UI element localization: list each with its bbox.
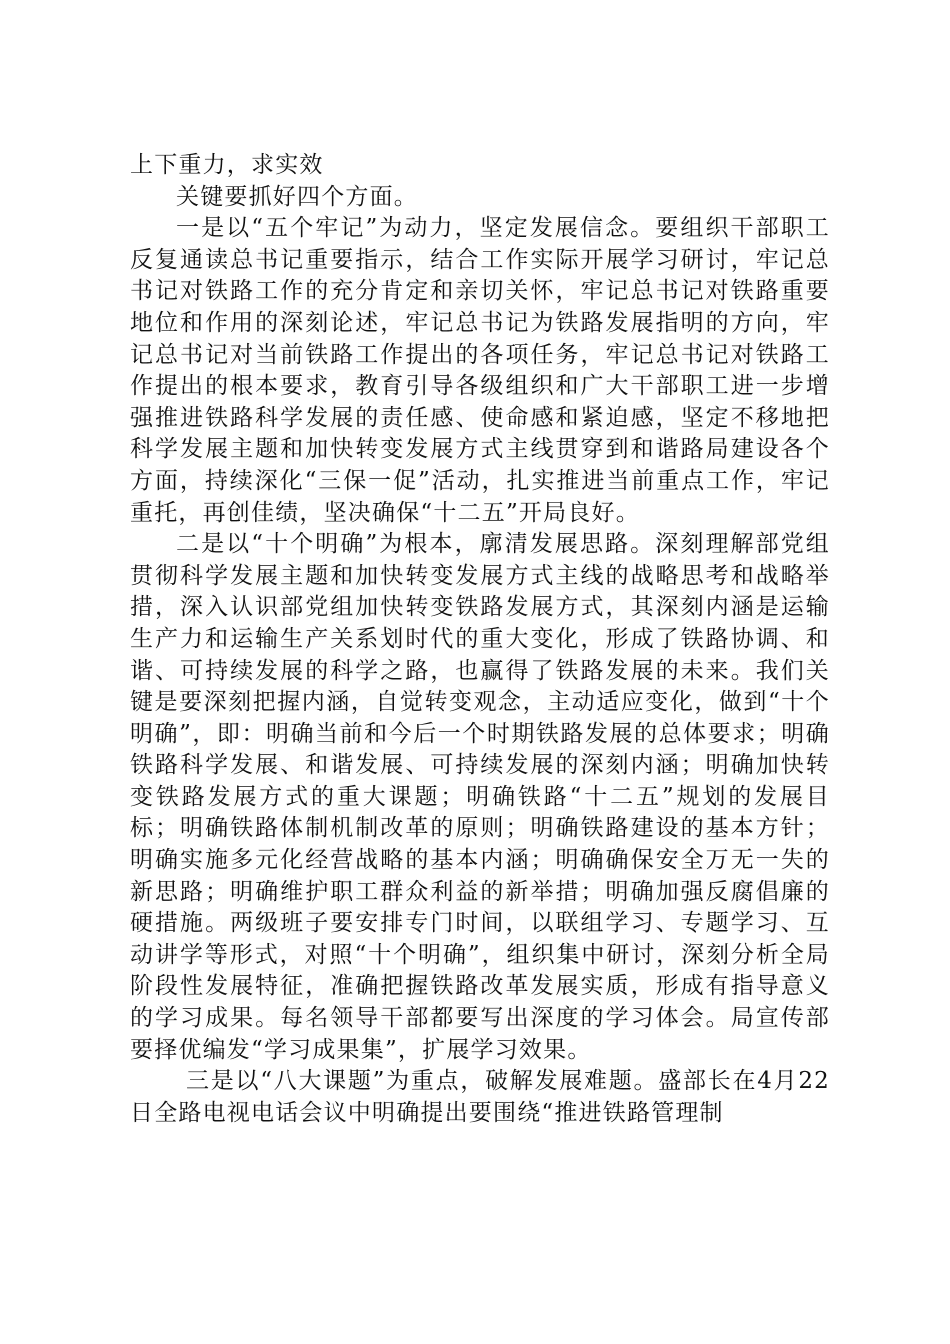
paragraph-eight-topics: 三是以“八大课题”为重点，破解发展难题。盛部长在4月22日全路电视电话会议中明确提出要围绕“推进铁路管理制: [130, 1068, 830, 1126]
section-heading: 上下重力，求实效: [130, 152, 324, 178]
paragraph-ten-clarities: 二是以“十个明确”为根本，廓清发展思路。深刻理解部党组贯彻科学发展主题和加快转变发展方式主线的战略思考和战略举措，深入认识部党组加快转变铁路发展方式，其深刻内涵是运输生产力和运输生产关系划时代的重大变化，形成了铁路协调、和谐、可持续发展的科学之路，也赢得了铁路发展的未来。我们关键是要深刻把握内涵，自觉转变观念，主动适应变化，做到“十个明确”，即：明确当前和今后一个时期铁路发展的总体要求；明确铁路科学发展、和谐发展、可持续发展的深刻内涵；明确加快转变铁路发展方式的重大课题；明确铁路“十二五”规划的发展目标；明确铁路体制机制改革的原则；明确铁路建设的基本方针；明确实施多元化经营战略的基本内涵；明确确保安全万无一失的新思路；明确维护职工群众利益的新举措；明确加强反腐倡廉的硬措施。两级班子要安排专门时间，以联组学习、专题学习、互动讲学等形式，对照“十个明确”，组织集中研讨，深刻分析全局阶段性发展特征，准确把握铁路改革发展实质，形成有指导意义的学习成果。每名领导干部都要写出深度的学习体会。局宣传部要择优编发“学习成果集”，扩展学习效果。: [130, 531, 830, 1063]
document-body: [130, 150, 830, 1129]
intro-paragraph: 关键要抓好四个方面。: [176, 183, 418, 210]
paragraph-five-remembers: 一是以“五个牢记”为动力，坚定发展信念。要组织干部职工反复通读总书记重要指示，结合工作实际开展学习研讨，牢记总书记对铁路工作的充分肯定和亲切关怀，牢记总书记对铁路重要地位和作用的深刻论述，牢记总书记为铁路发展指明的方向，牢记总书记对当前铁路工作提出的各项任务，牢记总书记对铁路工作提出的根本要求，教育引导各级组织和广大干部职工进一步增强推进铁路科学发展的责任感、使命感和紧迫感，坚定不移地把科学发展主题和加快转变发展方式主线贯穿到和谐路局建设各个方面，持续深化“三保一促”活动，扎实推进当前重点工作，牢记重托，再创佳绩，坚决确保“十二五”开局良好。: [130, 215, 830, 526]
